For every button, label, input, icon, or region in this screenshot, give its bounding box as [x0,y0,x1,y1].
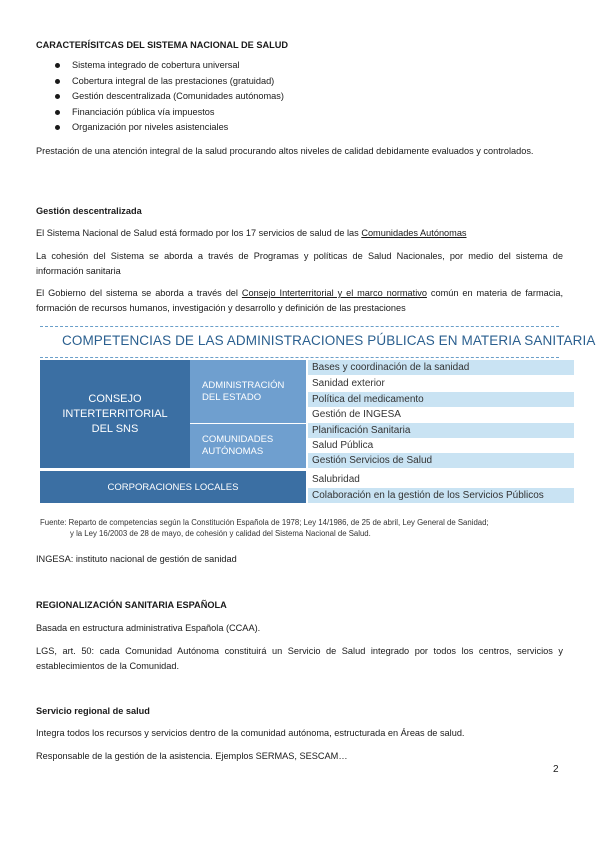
competencia-row: Sanidad exterior [308,376,574,391]
administracion-estado-cell: ADMINISTRACIÓN DEL ESTADO [190,360,306,423]
paragraph-prestacion: Prestación de una atención integral de la salud procurando altos niveles de calidad debidamente evaluados y controlados. [36,146,534,156]
corporaciones-locales-cell: CORPORACIONES LOCALES [40,471,306,503]
paragraph-cohesion: La cohesión del Sistema se aborda a través de Programas y políticas de Salud Nacionales, por medio del sistema de información sanitaria [36,251,563,276]
bullet-icon [55,79,60,84]
competencia-row: Salud Pública [308,438,574,453]
competencia-row: Gestión Servicios de Salud [308,453,574,468]
features-list [36,58,284,136]
figure-title: COMPETENCIAS DE LAS ADMINISTRACIONES PÚBLICAS EN MATERIA SANITARIA [62,333,596,348]
page-number: 2 [553,764,559,775]
paragraph-integra: Integra todos los recursos y servicios dentro de la comunidad autónoma, estructurada en Áreas de salud. [36,728,465,738]
paragraph-gobierno: El Gobierno del sistema se aborda a través del Consejo Interterritorial y el marco normativo común en materia de farmacia, formación de recursos humanos, investigación y desarrollo y definición de las prestaciones [36,288,563,313]
section-heading-gestion: Gestión descentralizada [36,206,142,216]
competencia-row: Política del medicamento [308,392,574,407]
section-heading-regionalizacion: REGIONALIZACIÓN SANITARIA ESPAÑOLA [36,600,227,610]
competencia-row: Salubridad [308,472,574,487]
figure-source: Fuente: Reparto de competencias según la Constitución Española de 1978; Ley 14/1986, de 25 de abril, Ley General de Sanidad; y la Ley 16/2003 de 28 de mayo, de cohesión y calidad del Sistema Nacional de Salud. [40,518,489,538]
link-consejo-interterritorial[interactable]: Consejo Interterritorial y el marco normativo [241,288,427,298]
competencia-row: Bases y coordinación de la sanidad [308,360,574,375]
bullet-icon [55,125,60,130]
competencia-row: Planificación Sanitaria [308,423,574,438]
paragraph-lgs: LGS, art. 50: cada Comunidad Autónoma constituirá un Servicio de Salud integrado por todos los centros, servicios y establecimientos de la Comunidad. [36,646,563,671]
bullet-icon [55,94,60,99]
bullet-icon [55,110,60,115]
list-item: Sistema integrado de cobertura universal [36,58,284,74]
consejo-interterritorial-cell: CONSEJO INTERTERRITORIAL DEL SNS [40,360,190,468]
paragraph-sns: El Sistema Nacional de Salud está formado por los 17 servicios de salud de las Comunidades Autónomas [36,228,467,238]
paragraph-responsable: Responsable de la gestión de la asistencia. Ejemplos SERMAS, SESCAM… [36,751,348,761]
bullet-icon [55,63,60,68]
competencia-row: Gestión de INGESA [308,407,574,422]
section-heading-servicio-regional: Servicio regional de salud [36,706,150,716]
competencias-figure [40,326,596,546]
comunidades-autonomas-cell: COMUNIDADES AUTÓNOMAS [190,423,306,468]
paragraph-basada: Basada en estructura administrativa Española (CCAA). [36,623,261,633]
section-heading-caracteristicas: CARACTERÍSITCAS DEL SISTEMA NACIONAL DE SALUD [36,40,288,50]
list-item: Gestión descentralizada (Comunidades autónomas) [36,89,284,105]
competencia-row: Colaboración en la gestión de los Servicios Públicos [308,488,574,503]
list-item: Organización por niveles asistenciales [36,120,284,136]
list-item: Financiación pública vía impuestos [36,105,284,121]
link-comunidades-autonomas[interactable]: Comunidades Autónomas [361,228,467,238]
figure-header [40,326,596,358]
ingesa-note: INGESA: instituto nacional de gestión de sanidad [36,554,237,564]
list-item: Cobertura integral de las prestaciones (gratuidad) [36,74,284,90]
